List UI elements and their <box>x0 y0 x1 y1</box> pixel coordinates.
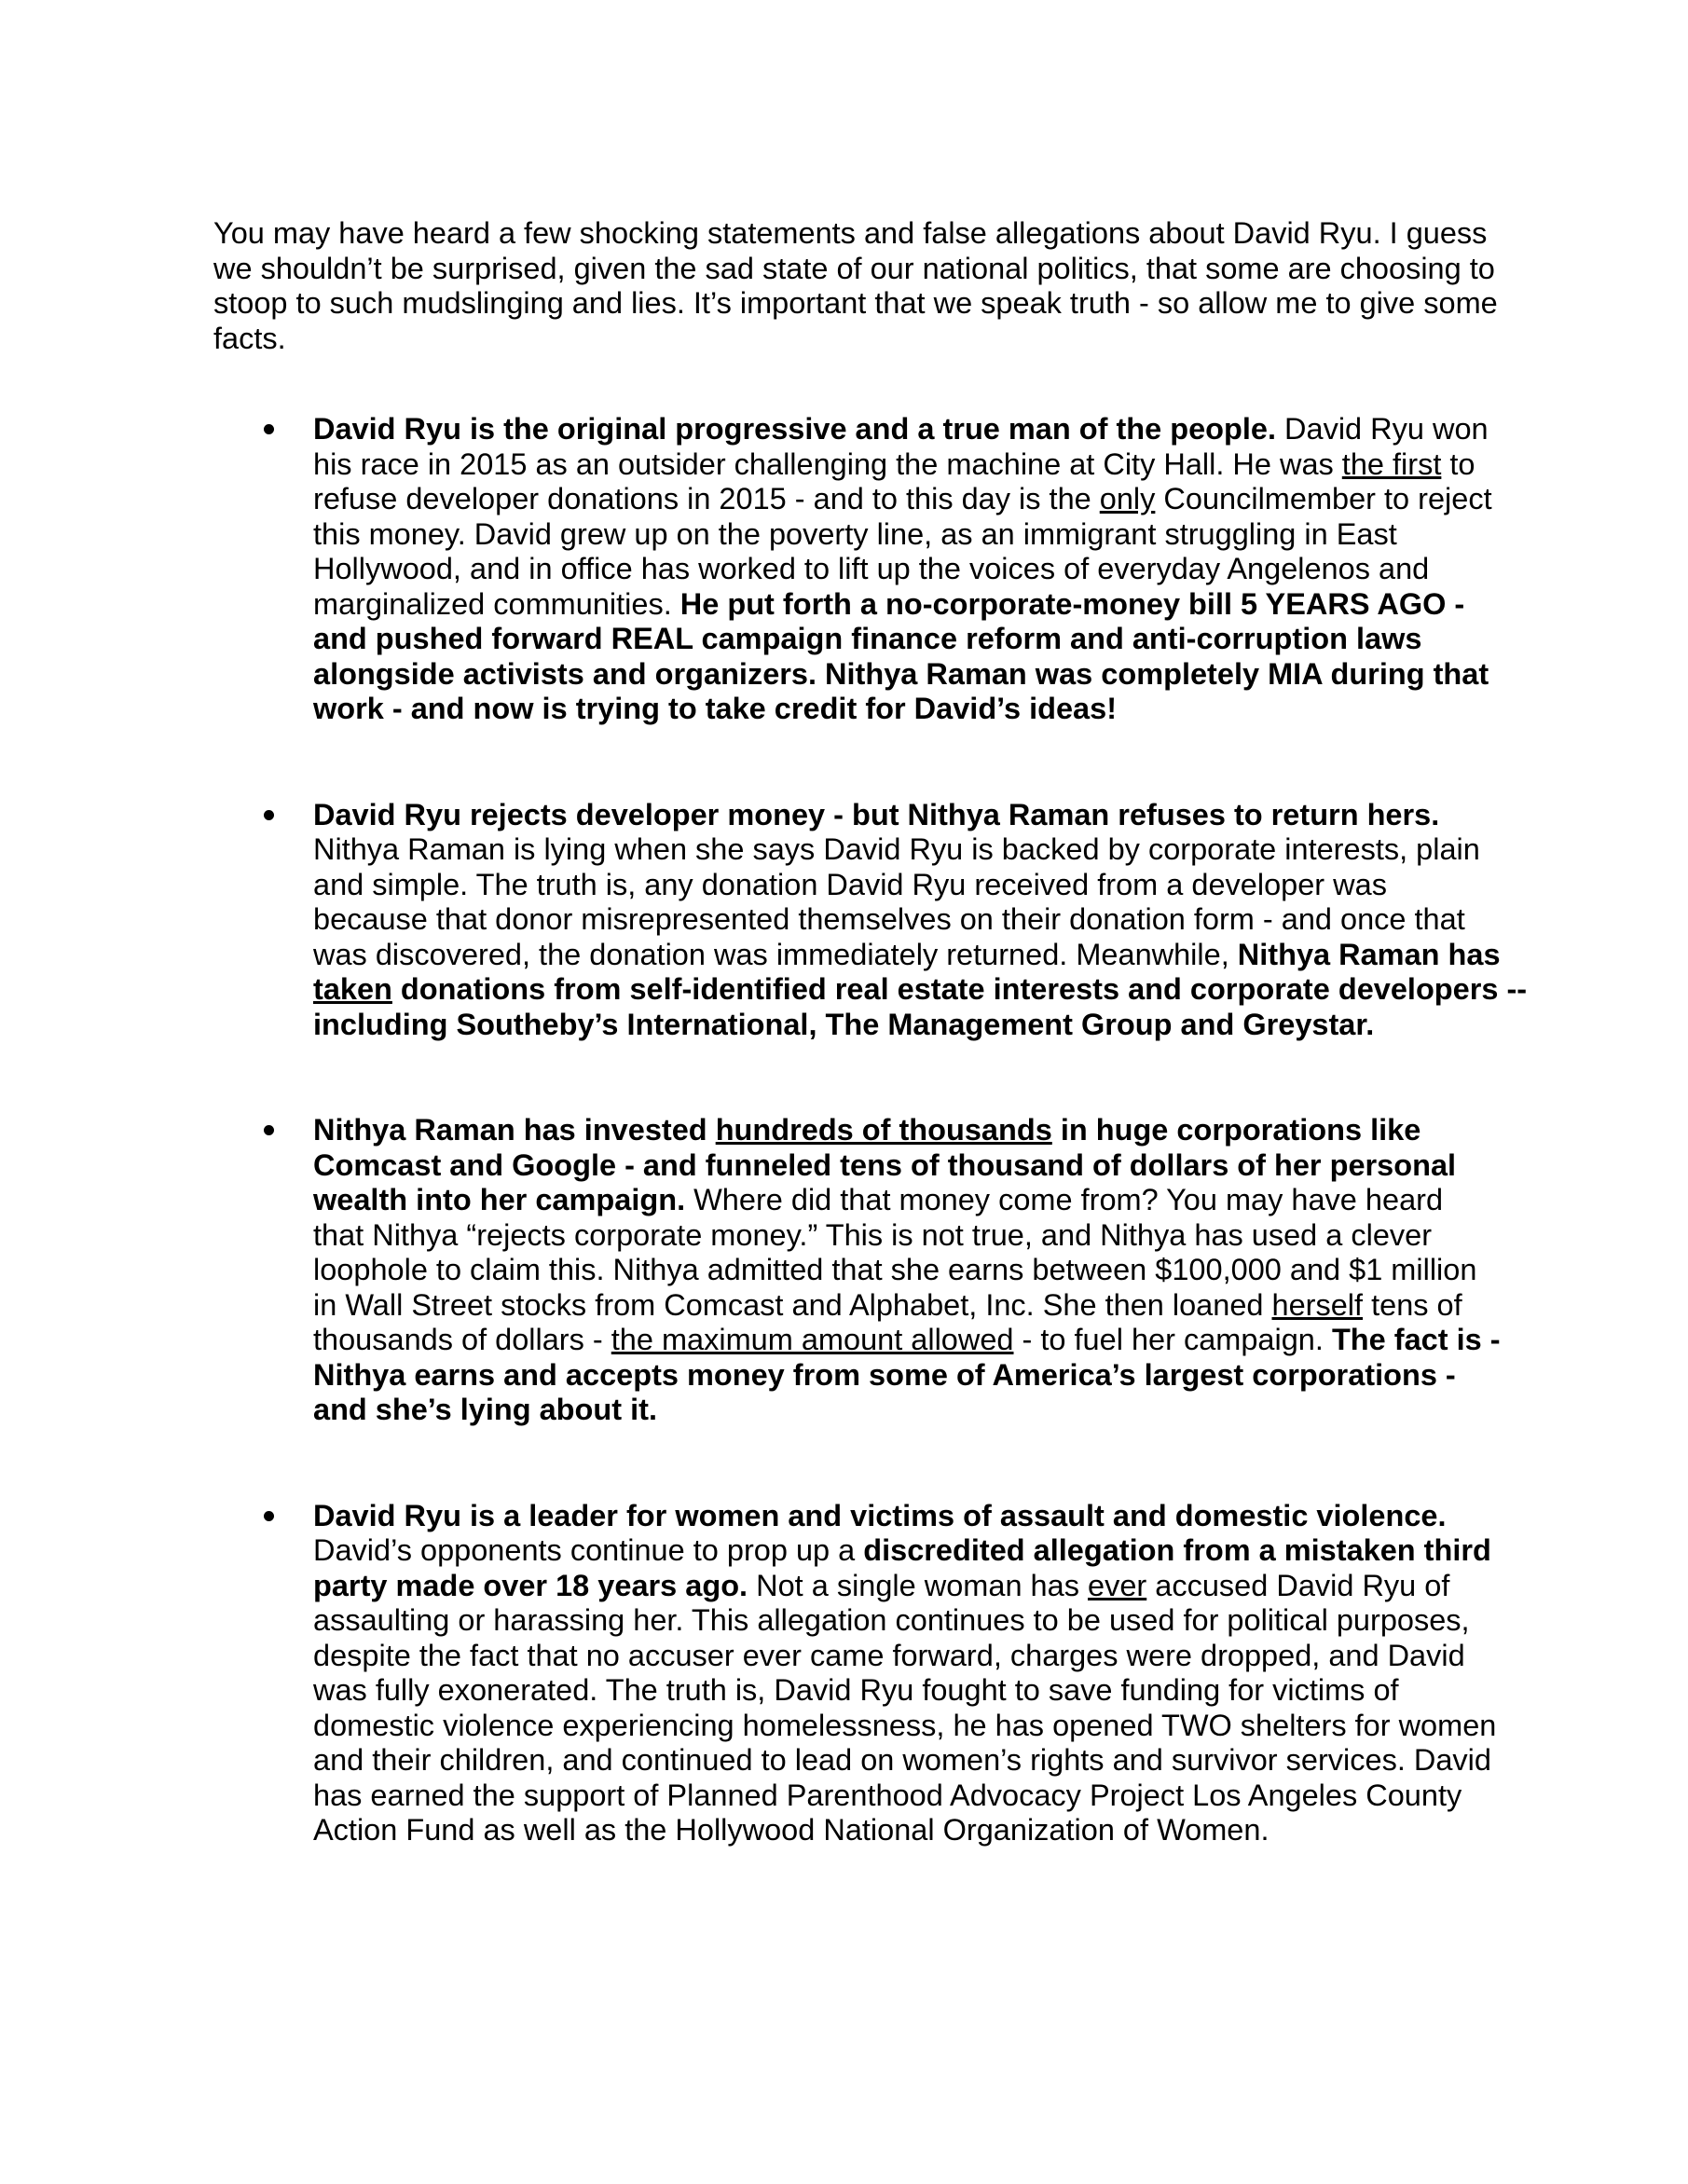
text-run: his race in 2015 as an outsider challenging the machine at City Hall. He was <box>313 446 1342 481</box>
text-run: Nithya Raman is lying when she says David Ryu is backed by corporate interests, plain <box>313 832 1480 866</box>
text-run: assaulting or harassing her. This allegation continues to be used for political purposes, <box>313 1603 1470 1637</box>
text-run: herself <box>1271 1287 1364 1322</box>
text-line <box>313 1323 1520 1358</box>
text-line <box>313 1393 1520 1428</box>
text-line <box>313 412 1520 447</box>
text-run: wealth into her campaign. <box>313 1183 686 1216</box>
text-line <box>313 1148 1520 1184</box>
text-line <box>313 1813 1520 1848</box>
text-line <box>313 1709 1520 1744</box>
text-run: and she’s lying about it. <box>313 1393 657 1426</box>
text-line <box>313 938 1520 973</box>
text-line <box>313 552 1520 587</box>
text-run: party made over 18 years ago. <box>313 1568 748 1602</box>
text-run: Not a single woman has <box>748 1568 1088 1602</box>
text-line <box>213 252 1520 287</box>
text-run: Comcast and Google - and funneled tens of thousand of dollars of her personal <box>313 1147 1457 1182</box>
text-run: and simple. The truth is, any donation David Ryu received from a developer was <box>313 867 1387 901</box>
text-run: You may have heard a few shocking statements and false allegations about David Ryu. I guess <box>213 216 1488 250</box>
text-run: and pushed forward REAL campaign finance reform and anti-corruption laws <box>313 622 1422 655</box>
text-run: alongside activists and organizers. Nithya Raman was completely MIA during that <box>313 656 1489 691</box>
text-run: He put forth a no-corporate-money bill 5 YEARS AGO - <box>679 586 1465 621</box>
text-line <box>313 482 1520 517</box>
text-run: David Ryu rejects developer money - but Nithya Raman refuses to return hers. <box>313 797 1440 831</box>
text-line <box>313 1743 1520 1779</box>
text-line <box>313 1218 1520 1254</box>
text-line <box>313 1253 1520 1288</box>
bullet-item-developer-money <box>213 797 1528 1043</box>
text-run: discredited allegation from a mistaken third <box>863 1533 1491 1567</box>
text-line <box>313 692 1520 727</box>
text-line <box>313 1569 1520 1604</box>
text-line <box>313 1499 1520 1534</box>
text-line <box>313 1183 1520 1218</box>
text-run: loophole to claim this. Nithya admitted that she earns between $100,000 and $1 million <box>313 1253 1477 1286</box>
text-line <box>313 1008 1520 1043</box>
text-run: the maximum amount allowed <box>611 1323 1014 1356</box>
text-run: and their children, and continued to lead on women’s rights and survivor services. David <box>313 1743 1491 1777</box>
text-run: tens of <box>1363 1287 1462 1322</box>
text-run: we shouldn’t be surprised, given the sad state of our national politics, that some are choosing to <box>213 251 1495 285</box>
text-run: the first <box>1341 446 1442 481</box>
text-line <box>213 286 1520 322</box>
text-line <box>313 902 1520 938</box>
text-line <box>313 1673 1520 1709</box>
text-run: David Ryu is the original progressive and a true man of the people. <box>313 412 1277 446</box>
text-line <box>313 1639 1520 1674</box>
text-run: refuse developer donations in 2015 - and to this day is the <box>313 482 1100 515</box>
text-line <box>313 868 1520 903</box>
text-line <box>313 447 1520 483</box>
text-line <box>313 622 1520 657</box>
text-run: only <box>1099 482 1156 515</box>
text-line <box>213 216 1520 252</box>
text-run: accused David Ryu of <box>1146 1568 1450 1602</box>
text-run: ever <box>1088 1568 1147 1602</box>
text-run: to <box>1441 446 1475 481</box>
text-line <box>313 1779 1520 1814</box>
text-run: hundreds of thousands <box>715 1113 1052 1147</box>
bullet-item-david-ryu-progressive <box>213 412 1520 727</box>
text-line <box>313 1358 1520 1394</box>
bullet-item-nithya-investments <box>213 1113 1520 1428</box>
text-run: - to fuel her campaign. <box>1013 1323 1332 1356</box>
text-line <box>313 657 1520 693</box>
text-run: domestic violence experiencing homelessness, he has opened TWO shelters for women <box>313 1708 1497 1742</box>
text-line <box>313 587 1520 623</box>
text-run: Nithya Raman has <box>1237 937 1501 971</box>
text-run: David’s opponents continue to prop up a <box>313 1533 864 1567</box>
text-run: was fully exonerated. The truth is, David Ryu fought to save funding for victims of <box>313 1673 1399 1707</box>
text-run: this money. David grew up on the poverty line, as an immigrant struggling in East <box>313 516 1397 551</box>
text-run: Action Fund as well as the Hollywood National Organization of Women. <box>313 1813 1269 1847</box>
text-run: David Ryu won <box>1276 412 1489 446</box>
text-run: that Nithya “rejects corporate money.” This is not true, and Nithya has used a clever <box>313 1217 1433 1252</box>
text-run: Councilmember to reject <box>1155 482 1492 515</box>
text-run: in huge corporations like <box>1051 1113 1421 1147</box>
text-run: including Southeby’s International, The Management Group and Greystar. <box>313 1007 1375 1041</box>
text-run: donations from self-identified real estate interests and corporate developers -- <box>391 972 1528 1006</box>
text-line <box>213 322 1520 357</box>
text-run: because that donor misrepresented themselves on their donation form - and once that <box>313 902 1465 936</box>
text-run: taken <box>313 972 392 1006</box>
text-line <box>313 1113 1520 1148</box>
text-run: The fact is - <box>1331 1323 1501 1356</box>
text-run: Where did that money come from? You may have heard <box>685 1183 1444 1216</box>
text-run: facts. <box>213 321 286 355</box>
text-line <box>313 517 1520 553</box>
text-run: has earned the support of Planned Parenthood Advocacy Project Los Angeles County <box>313 1778 1462 1812</box>
text-line <box>313 972 1528 1008</box>
text-run: in Wall Street stocks from Comcast and Alphabet, Inc. She then loaned <box>313 1287 1272 1322</box>
text-line <box>313 1533 1520 1569</box>
text-run: thousands of dollars - <box>313 1323 611 1356</box>
text-run: David Ryu is a leader for women and victims of assault and domestic violence. <box>313 1498 1447 1532</box>
text-run: despite the fact that no accuser ever came forward, charges were dropped, and David <box>313 1638 1465 1672</box>
bullet-list <box>213 412 1528 1848</box>
text-line <box>313 832 1520 868</box>
text-run: Hollywood, and in office has worked to lift up the voices of everyday Angelenos and <box>313 552 1430 585</box>
text-run: Nithya earns and accepts money from some of America’s largest corporations - <box>313 1357 1456 1392</box>
intro-paragraph <box>213 216 1520 356</box>
text-run: was discovered, the donation was immediately returned. Meanwhile, <box>313 937 1238 971</box>
text-line <box>313 1603 1520 1639</box>
text-run: stoop to such mudslinging and lies. It’s important that we speak truth - so allow me to give some <box>213 286 1498 320</box>
text-run: marginalized communities. <box>313 586 680 621</box>
text-line <box>313 798 1520 833</box>
bullet-item-leader-for-women <box>213 1499 1520 1848</box>
text-line <box>313 1288 1520 1324</box>
text-run: Nithya Raman has invested <box>313 1113 716 1147</box>
text-run: work - and now is trying to take credit for David’s ideas! <box>313 692 1118 725</box>
